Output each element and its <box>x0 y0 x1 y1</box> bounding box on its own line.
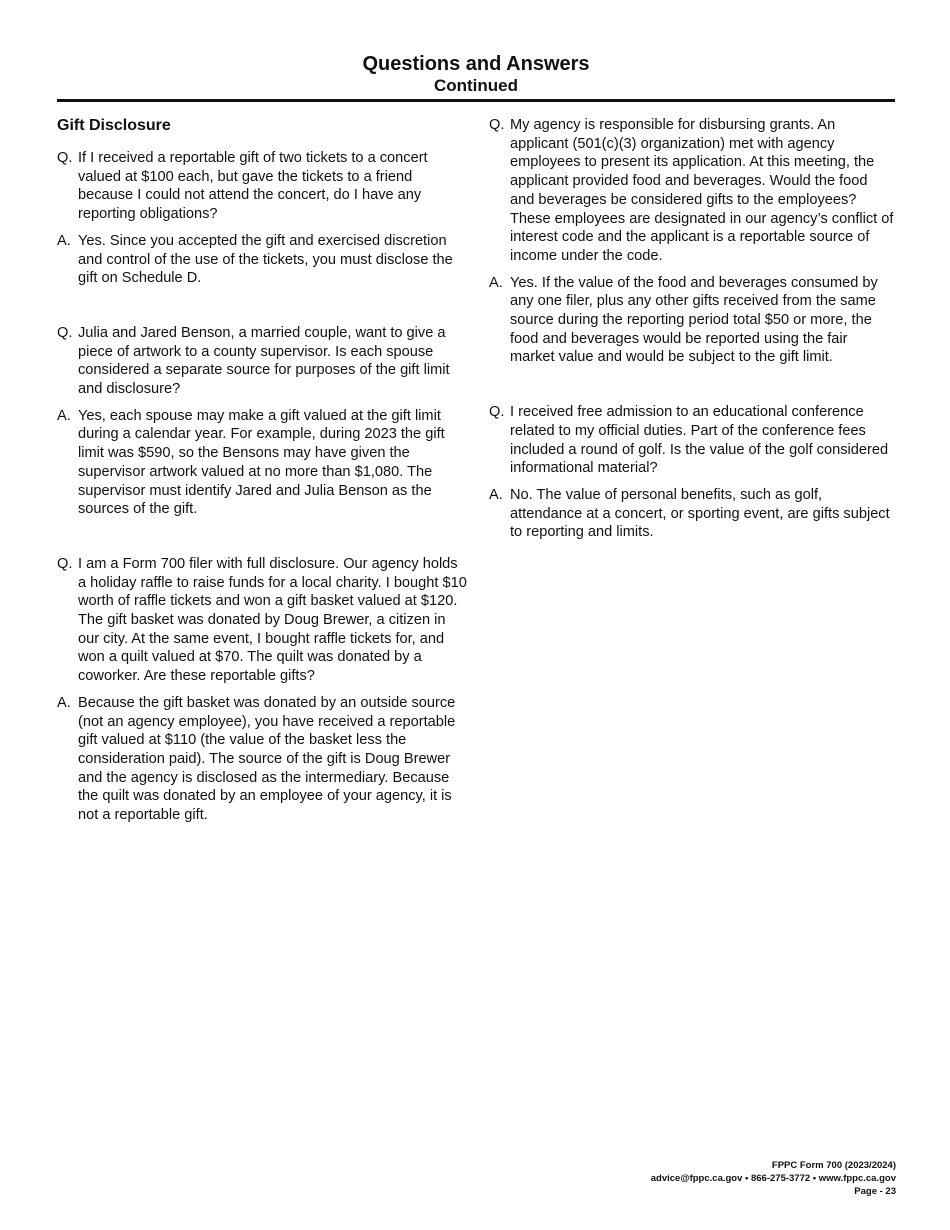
footer-page-number: Page - 23 <box>854 1186 896 1197</box>
page-subtitle: Continued <box>433 76 519 95</box>
answer-text: Yes, each spouse may make a gift valued at the gift limit during a calendar year. For example, during 2023 the gift limit was $590, so the Bensons may have given the supervisor artwork valued at no more than $1,080. The supervisor must identify Jared and Julia Benson as the sources of the gift. <box>78 407 445 518</box>
page-footer <box>651 1159 896 1198</box>
footer-contact: advice@fppc.ca.gov • 866-275-3772 • www.fppc.ca.gov <box>650 1173 896 1184</box>
section-title: Gift Disclosure <box>57 117 171 134</box>
question-4 <box>489 116 895 266</box>
question-label: Q. <box>489 117 505 133</box>
question-3 <box>57 555 467 686</box>
answer-1 <box>57 232 467 288</box>
answer-4 <box>489 274 895 368</box>
question-text: Julia and Jared Benson, a married couple, want to give a piece of artwork to a county supervisor. Is each spouse considered a separate source for purposes of the gift limit and disclosure? <box>78 324 450 398</box>
answer-text: Yes. Since you accepted the gift and exercised discretion and control of the use of the tickets, you must disclose the gift on Schedule D. <box>78 232 453 287</box>
question-label: Q. <box>57 324 73 341</box>
answer-label: A. <box>489 274 503 291</box>
answer-label: A. <box>57 407 71 424</box>
question-text: If I received a reportable gift of two tickets to a concert valued at $100 each, but gave the tickets to a friend because I could not attend the concert, do I have any reporting obligations? <box>78 150 428 223</box>
page-title: Questions and Answers <box>362 53 590 75</box>
header-divider <box>57 99 895 102</box>
question-2 <box>57 324 467 399</box>
answer-text: Yes. If the value of the food and beverages consumed by any one filer, plus any other gifts received from the same source during the reporting period total $50 or more, the food and beverages would be reported using the fair market value and would be subject to the gift limit. <box>510 274 878 366</box>
question-text: My agency is responsible for disbursing grants. An applicant (501(c)(3) organization) met with agency employees to present its application. At this meeting, the applicant provided food and beverages. Would the food and beverages be considered gifts to the employees? These employees are designated in our agency’s conflict of interest code and the applicant is a reportable source of income under the code. <box>510 117 894 264</box>
right-column <box>489 116 895 550</box>
answer-text: Because the gift basket was donated by an outside source (not an agency employee), you have received a reportable gift valued at $110 (the value of the basket less the consideration paid). The source of the gift is Doug Brewer and the agency is disclosed as the intermediary. Because the quilt was donated by an employee of your agency, it is not a reportable gift. <box>78 694 456 824</box>
question-label: Q. <box>57 150 73 166</box>
footer-form: FPPC Form 700 (2023/2024) <box>771 1160 896 1171</box>
question-label: Q. <box>57 555 73 572</box>
answer-text: No. The value of personal benefits, such as golf, attendance at a concert, or sporting event, are gifts subject to reporting and limits. <box>510 486 890 541</box>
question-1 <box>57 149 467 224</box>
answer-2 <box>57 407 467 519</box>
answer-label: A. <box>57 694 71 711</box>
answer-5 <box>489 486 895 542</box>
answer-label: A. <box>489 486 503 503</box>
answer-label: A. <box>57 232 71 249</box>
question-5 <box>489 403 895 478</box>
left-column <box>57 116 467 833</box>
question-text: I received free admission to an educational conference related to my official duties. Part of the conference fees included a round of golf. Is the value of the golf considered informational material? <box>510 404 889 477</box>
question-text: I am a Form 700 filer with full disclosure. Our agency holds a holiday raffle to raise funds for a local charity. I bought $10 worth of raffle tickets and won a gift basket valued at $120. The gift basket was donated by Doug Brewer, a citizen in our city. At the same event, I bought raffle tickets for, and won a quilt valued at $70. The quilt was donated by a coworker. Are these reportable gifts? <box>78 555 467 685</box>
question-label: Q. <box>489 404 505 421</box>
page-header <box>57 52 895 96</box>
answer-3 <box>57 694 467 825</box>
